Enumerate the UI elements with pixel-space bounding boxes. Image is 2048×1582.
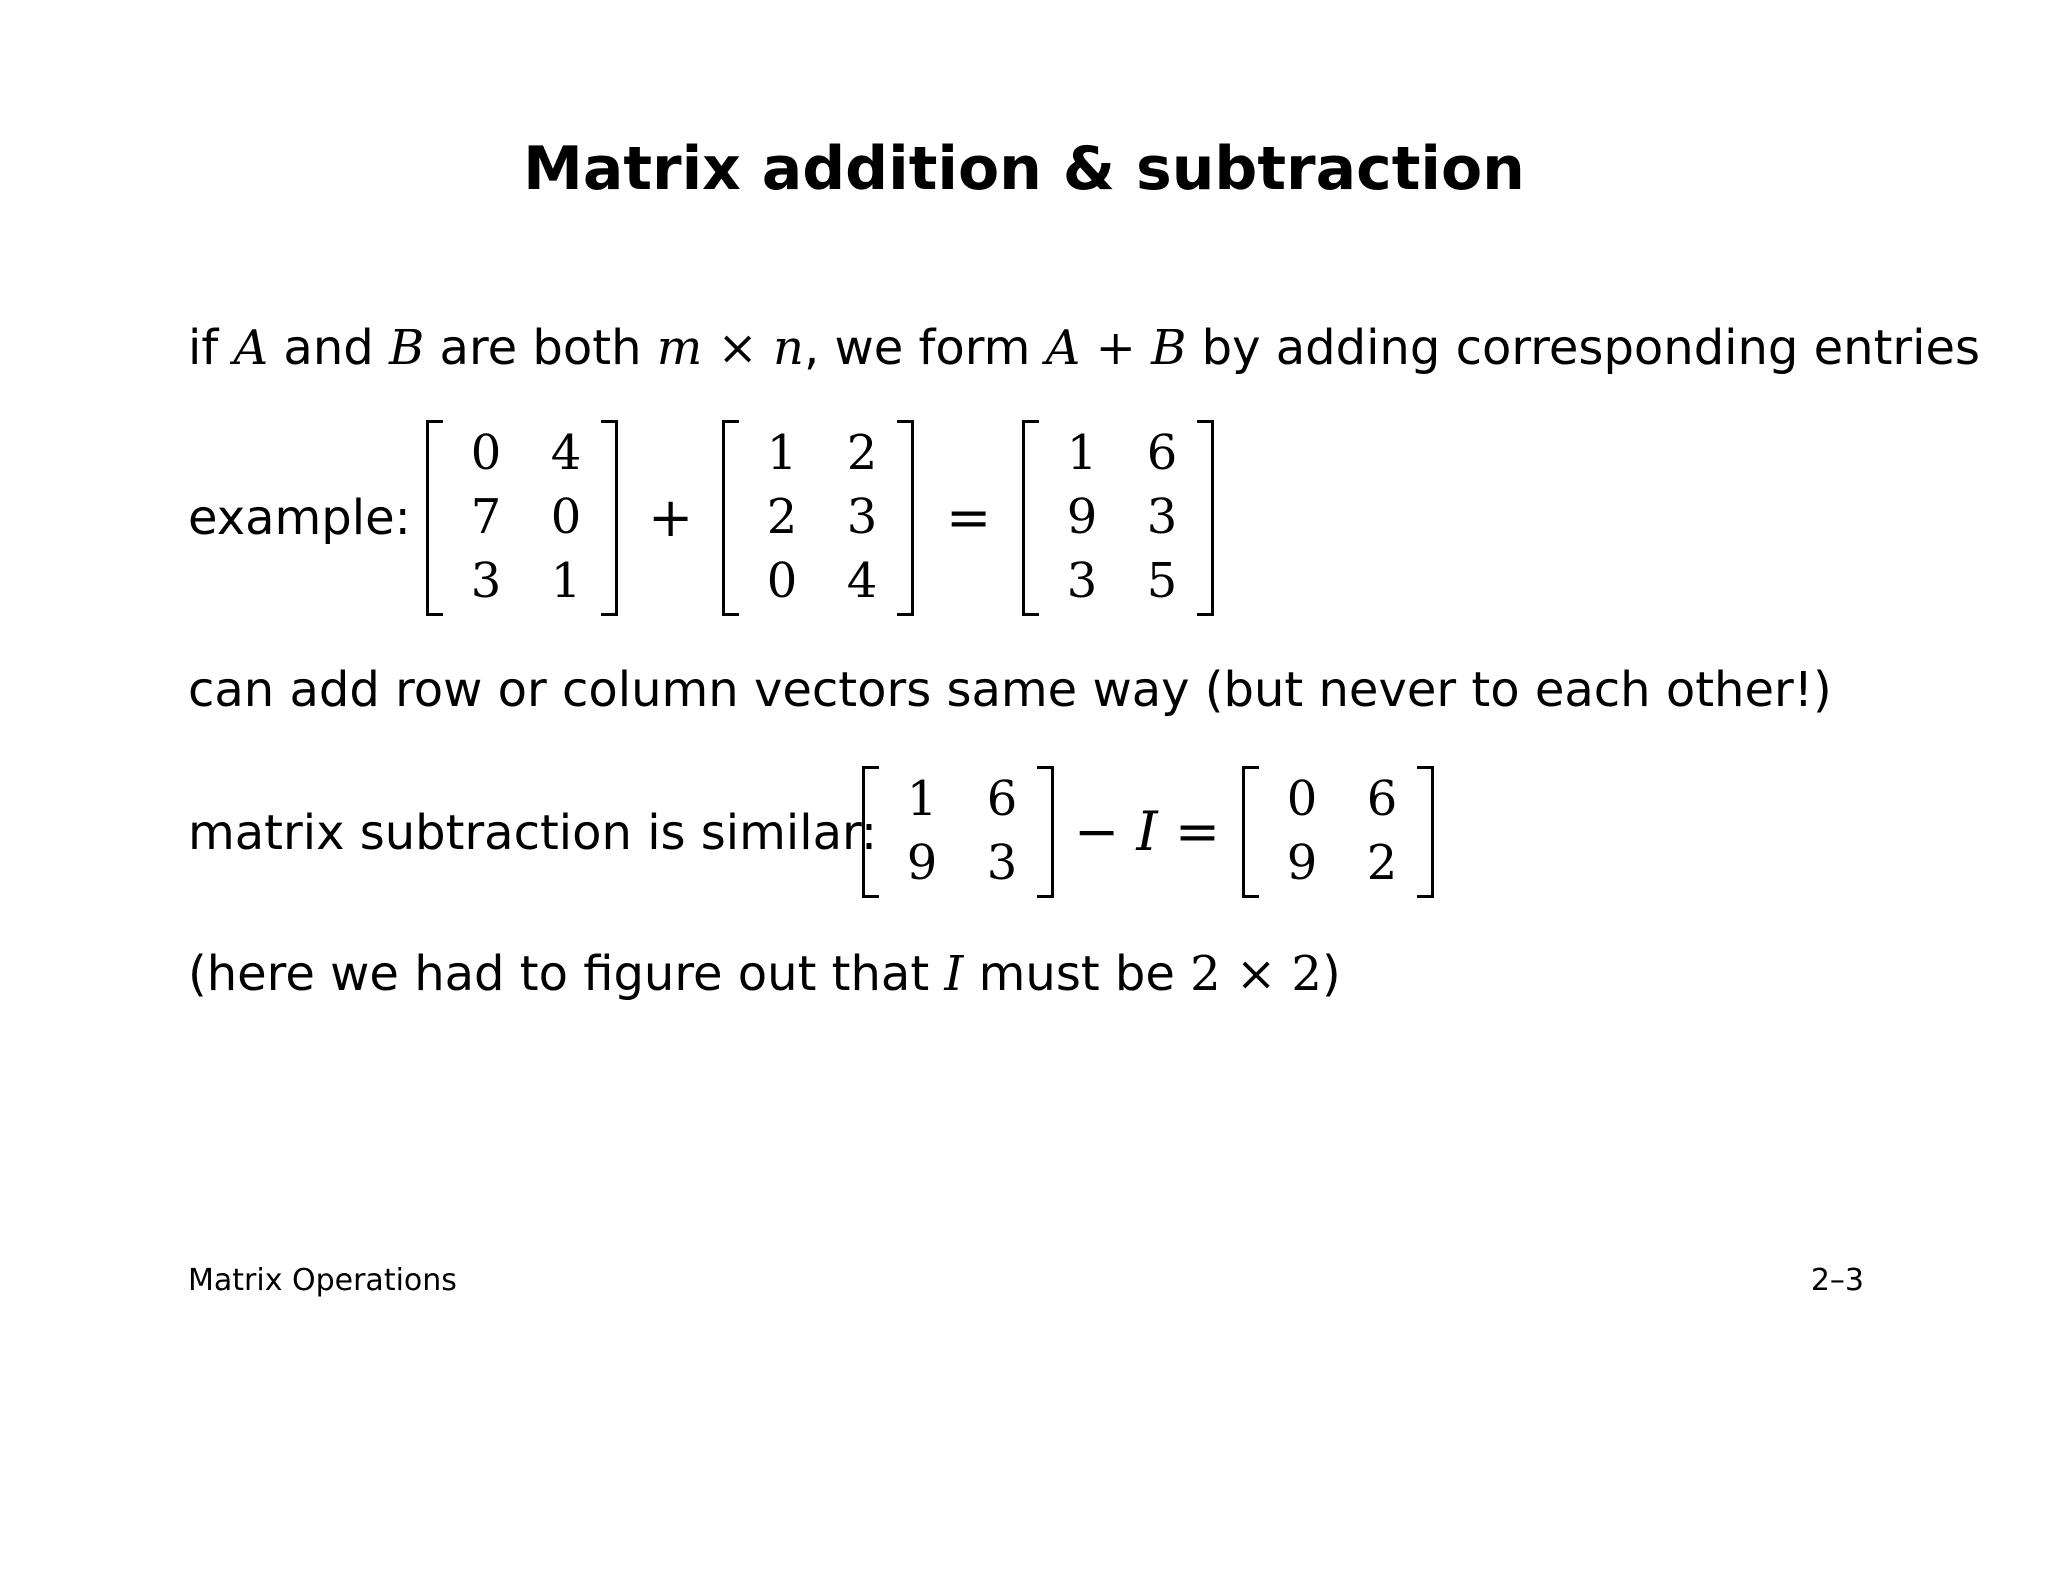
matrix-entry: 3	[1066, 553, 1098, 609]
matrix-entry: 0	[470, 425, 502, 481]
matrix-entry: 3	[470, 553, 502, 609]
left-bracket	[1022, 420, 1039, 616]
matrix-entry: 1	[906, 771, 938, 827]
text-if: if	[188, 320, 234, 376]
example-matrix-2	[722, 420, 914, 616]
footer-page-number: 2–3	[1810, 1263, 1864, 1298]
right-bracket	[1197, 420, 1214, 616]
matrix-entry: 2	[766, 489, 798, 545]
matrix-entry: 3	[986, 835, 1018, 891]
left-bracket	[722, 420, 739, 616]
matrix-entry: 1	[1066, 425, 1098, 481]
matrix-entry: 4	[846, 553, 878, 609]
matrix-entry: 5	[1146, 553, 1178, 609]
text-we-form: , we form	[803, 320, 1046, 376]
right-bracket	[1417, 766, 1434, 898]
matrix-entry: 9	[906, 835, 938, 891]
dims-2x2: 2 × 2	[1190, 946, 1322, 1002]
matrix-entry: 7	[470, 489, 502, 545]
left-bracket	[862, 766, 879, 898]
var-b: B	[389, 320, 425, 376]
slide-title: Matrix addition & subtraction	[523, 134, 1525, 204]
right-bracket	[897, 420, 914, 616]
matrix-entry: 1	[766, 425, 798, 481]
note-post: )	[1321, 946, 1341, 1002]
dims-mxn: m × n	[656, 320, 804, 376]
matrix-entry: 9	[1286, 835, 1318, 891]
matrix-entry: 0	[766, 553, 798, 609]
matrix-entry: 2	[1366, 835, 1398, 891]
subtraction-matrix-result	[1242, 766, 1434, 898]
plus-operator: +	[648, 486, 694, 549]
note-pre: (here we had to figure out that	[188, 946, 945, 1002]
example-matrix-result	[1022, 420, 1214, 616]
text-rest: by adding corresponding entries	[1186, 320, 1981, 376]
matrix-entry: 6	[1366, 771, 1398, 827]
text-are-both: are both	[424, 320, 657, 376]
matrix-entry: 3	[1146, 489, 1178, 545]
text-and: and	[268, 320, 389, 376]
subtraction-matrix-1	[862, 766, 1054, 898]
matrix-entry: 9	[1066, 489, 1098, 545]
matrix-entry: 0	[1286, 771, 1318, 827]
matrix-entry: 1	[550, 553, 582, 609]
example-label: example:	[188, 490, 411, 546]
matrix-entry: 3	[846, 489, 878, 545]
minus-identity-equals: − I =	[1074, 800, 1221, 863]
left-bracket	[426, 420, 443, 616]
matrix-entry: 4	[550, 425, 582, 481]
identity-size-note	[188, 944, 1341, 1004]
subtraction-label: matrix subtraction is similar:	[188, 805, 878, 861]
right-bracket	[1037, 766, 1054, 898]
footer-section-title: Matrix Operations	[188, 1263, 457, 1298]
matrix-entry: 6	[1146, 425, 1178, 481]
matrix-entry: 2	[846, 425, 878, 481]
matrix-entry: 0	[550, 489, 582, 545]
example-matrix-1	[426, 420, 618, 616]
vectors-note: can add row or column vectors same way (but never to each other!)	[188, 662, 1832, 718]
expr-a-plus-b: A + B	[1045, 320, 1187, 376]
matrix-entry: 6	[986, 771, 1018, 827]
var-a: A	[233, 320, 269, 376]
definition-line	[188, 318, 1980, 378]
equals-operator: =	[946, 486, 992, 549]
note-mid: must be	[963, 946, 1191, 1002]
left-bracket	[1242, 766, 1259, 898]
right-bracket	[601, 420, 618, 616]
var-i: I	[944, 946, 964, 1002]
